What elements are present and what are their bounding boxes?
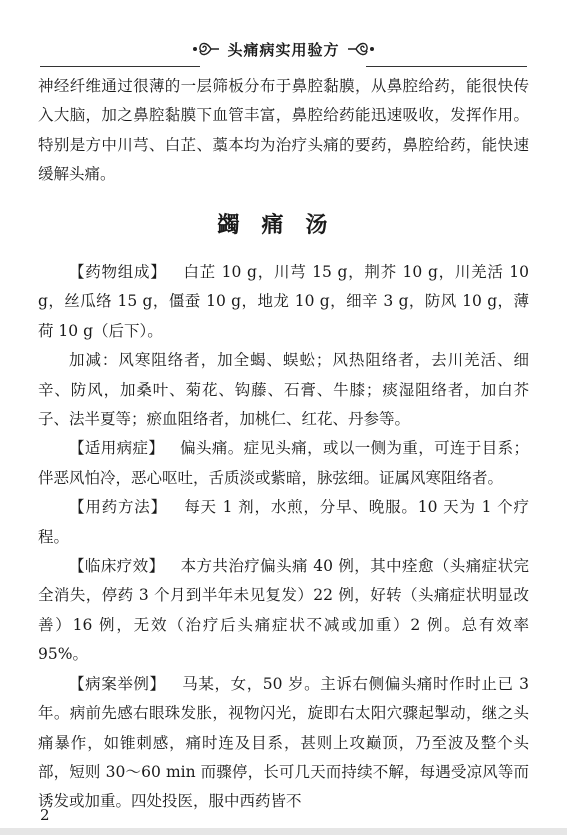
- running-header: [0, 34, 567, 64]
- right-ornament-icon: [346, 38, 376, 60]
- intro-block: [38, 72, 529, 190]
- case-text: 马某，女，50 岁。主诉右侧偏头痛时作时止已 3 年。病前先感右眼珠发胀，视物闪光，旋即右太阳穴骤起掣动，继之头痛暴作，如锥刺感，痛时连及目系，甚则上攻巅顶，乃至波及整个头部，短则 30～60 min 而骤停，长可几天而持续不解，每遇受凉风等而诱发或加重。四处投医，服中西药皆不: [38, 674, 529, 811]
- recipe-title: 蠲痛汤: [217, 212, 350, 238]
- header-rule-left: [40, 66, 200, 67]
- efficacy-label: 【临床疗效】: [69, 557, 165, 576]
- page-number: 2: [40, 806, 50, 824]
- indication-label: 【适用病症】: [69, 439, 165, 458]
- efficacy-paragraph: [38, 552, 529, 670]
- efficacy-text: 本方共治疗偏头痛 40 例，其中痊愈（头痛症状完全消失，停药 3 个月到半年未见复发）22 例，好转（头痛症状明显改善）16 例，无效（治疗后头痛症状不减或加重）2 例。总有效率 95%。: [38, 557, 529, 664]
- recipe-body: [38, 258, 529, 817]
- indication-text: 偏头痛。症见头痛，或以一侧为重，可连于目系；伴恶风怕冷，恶心呕吐，舌质淡或紫暗，脉弦细。证属风寒阻络者。: [38, 439, 529, 487]
- usage-text: 每天 1 剂，水煎，分早、晚服。10 天为 1 个疗程。: [38, 498, 529, 546]
- bottom-band: [0, 828, 567, 835]
- case-paragraph: [38, 670, 529, 817]
- usage-label: 【用药方法】: [69, 498, 167, 517]
- header-rule-right: [366, 66, 527, 67]
- header-title: 头痛病实用验方: [227, 40, 340, 59]
- left-ornament-icon: [191, 38, 221, 60]
- indication-paragraph: [38, 434, 529, 493]
- composition-label: 【药物组成】: [69, 263, 167, 281]
- intro-paragraph: 神经纤维通过很薄的一层筛板分布于鼻腔黏膜，从鼻腔给药，能很快传入大脑，加之鼻腔黏膜下血管丰富，鼻腔给药能迅速吸收，发挥作用。特别是方中川芎、白芷、藁本均为治疗头痛的要药，鼻腔给药，能快速缓解头痛。: [38, 77, 529, 184]
- composition-text: 白芷 10 g，川芎 15 g，荆芥 10 g，川羌活 10 g，丝瓜络 15 g，僵蚕 10 g，地龙 10 g，细辛 3 g，防风 10 g，薄荷 10 g（后下）。: [38, 263, 529, 340]
- modification-paragraph: 加减：风寒阻络者，加全蝎、蜈蚣；风热阻络者，去川羌活、细辛、防风，加桑叶、菊花、钩藤、石膏、牛膝；痰湿阻络者，加白芥子、法半夏等；瘀血阻络者，加桃仁、红花、丹参等。: [38, 351, 529, 429]
- case-label: 【病案举例】: [69, 674, 166, 693]
- usage-paragraph: [38, 493, 529, 552]
- composition-paragraph: [38, 258, 529, 346]
